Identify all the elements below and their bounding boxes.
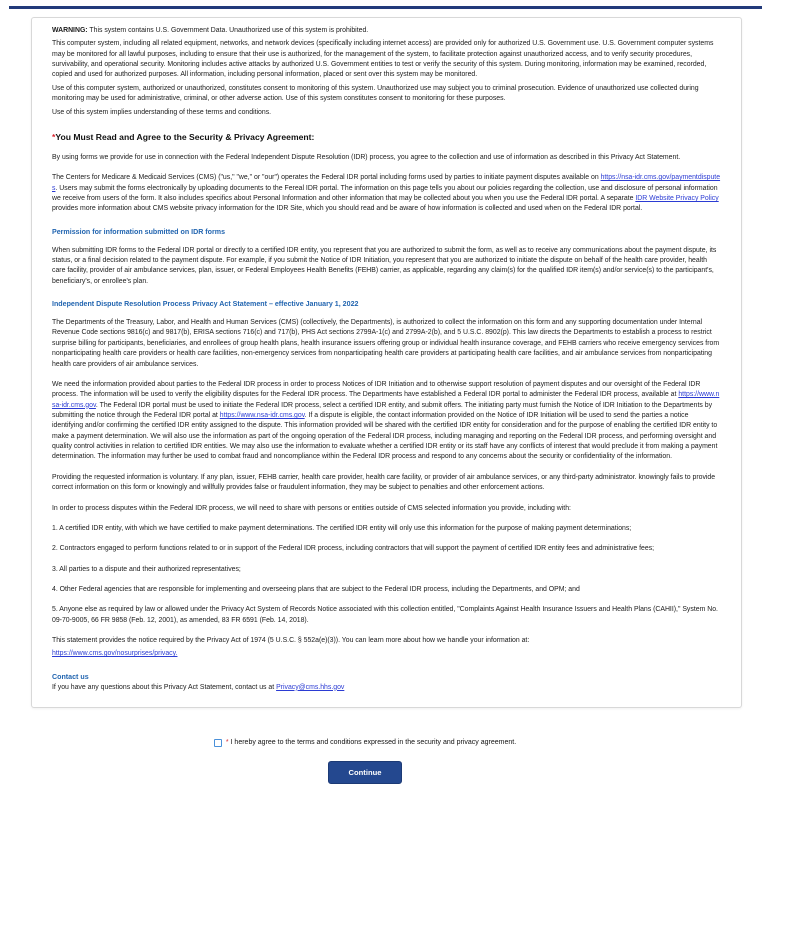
idr-website-privacy-policy-link[interactable]: IDR Website Privacy Policy: [635, 194, 719, 202]
privacy-notice-text: This statement provides the notice required by the Privacy Act of 1974 (5 U.S.C. § 552a(e)(3)). You can learn more about how we handle your information at:: [52, 637, 530, 645]
security-agreement-heading: [52, 132, 721, 142]
nsa-idr-portal-link-1[interactable]: https://www.nsa-idr.cms.gov: [52, 391, 720, 409]
warning-title-line: [52, 26, 721, 36]
required-asterisk: *: [225, 739, 229, 747]
warning-paragraph-2: Use of this computer system, authorized or unauthorized, constitutes consent to monitoring of this system. Unauthorized use may subject you to criminal prosecution. Evidence of unauthorized use collected during monitoring may be used for administrative, criminal, or other adverse action. Use of this system constitutes consent to monitoring for these purposes.: [52, 84, 699, 103]
privacy-act-paragraph-4: In order to process disputes within the Federal IDR process, we will need to share with persons or entities outside of CMS selected information you provide, including with:: [52, 504, 571, 512]
agree-label: [226, 738, 516, 748]
privacy-notice-link-line: [52, 649, 721, 659]
text-segment: . If a dispute is eligible, the contact information provided on the Notice of IDR Initiation will be used to send the parties a notice identifying and/or confirming the certified IDR entity assigned to the dispute. This information provided will be shared with the certified IDR entity for consideration and for the purpose of enabling the certified IDR entity to make a payment determination. We will also use the information as part of the ongoing operation of the Federal IDR process, including managing and reporting on the Federal IDR process, and performing oversight and quality control activities in relation to certified IDR entities. We may also use the information to evaluate whether a certified IDR entity or its staff have any conflicts of interest that would preclude it from making a payment determination. The information may further be used to combat fraud and noncompliance within the Federal IDR process and respond to any concerns about the security or confidentiality of the information.: [52, 411, 718, 461]
text-segment: The Centers for Medicare & Medicaid Services (CMS) ("us," "we," or "our") operates the Federal IDR portal including forms used by parties to initiate payment disputes available on: [52, 174, 601, 182]
agreement-checkbox-row: [0, 738, 730, 748]
contact-paragraph: [52, 683, 721, 693]
cms-nosurprises-privacy-link[interactable]: https://www.cms.gov/nosurprises/privacy.: [52, 650, 178, 658]
section-heading-permission: Permission for information submitted on IDR forms: [52, 227, 226, 236]
continue-button[interactable]: Continue: [328, 761, 403, 784]
warning-paragraph-3: Use of this system implies understanding of these terms and conditions.: [52, 108, 272, 116]
text-segment: provides more information about CMS website privacy information for the IDR Site, which you should read and be aware of how information is collected and used when on the Federal IDR portal.: [52, 205, 643, 213]
warning-paragraph-1: This computer system, including all related equipment, networks, and network devices (specifically including internet access) are provided only for authorized U.S. Government use. U.S. Government computer systems may be monitored for all lawful purposes, including to ensure that their use is authorized, for the management of the system, to facilitate protection against unauthorized access, and to verify security procedures, survivability, and operational security. Monitoring includes active attacks by authorized U.S. Government entities to test or verify the security of this system. During monitoring, information may be examined, recorded, copied and used for authorized purposes. All information, including personal information, placed or sent over this system may be monitored.: [52, 40, 714, 79]
warning-intro-text: This system contains U.S. Government Data. Unauthorized use of this system is prohibited.: [87, 27, 369, 34]
text-segment: We need the information provided about parties to the Federal IDR process in order to process Notices of IDR Initiation and to otherwise support resolution of payment disputes and our oversight of the Federal IDR process. The information will be used to verify the eligibility disputes for the Federal IDR process. The Departments have established a Federal IDR portal to administer the Federal IDR process, available at: [52, 380, 701, 399]
text-segment: . Users may submit the forms electronically by uploading documents to the Fereal IDR portal. The information on this page tells you about our policies regarding the collection, use and disclosure of personal information we receive from users of the form. It also includes specifics about Personal Information and other information that may be collected about you when you use the Federal IDR portal. A separate: [52, 184, 718, 202]
sharing-item-3: 3. All parties to a dispute and their authorized representatives;: [52, 565, 241, 573]
privacy-act-paragraph-1: The Departments of the Treasury, Labor, and Health and Human Services (CMS) (collectively, the Departments), is authorized to collect the information on this form and any supporting documentation under Internal Revenue Code sections 9816(c) and 9817(b), ERISA sections 716(c) and 717(b), PHS Act sections 2799A-1(c) and 2799A-2(b), and 5 U.S.C. 8902(p). This law directs the Departments to establish a process to restrict surprise billing for participants, beneficiaries, and enrollees of group health plans, health insurance issuers offering group or individual health insurance coverage, and FEHB carriers who receive emergency services from nonparticipating health care providers or health care facilities, non-emergency services from nonparticipating health care providers at participating health care facilities, and air ambulance services from nonparticipating health care providers of air ambulance services.: [52, 319, 720, 368]
intro-paragraph-1: By using forms we provide for use in connection with the Federal Independent Dispute Resolution (IDR) process, you agree to the collection and use of information as described in this Privacy Act Statement.: [52, 153, 681, 161]
privacy-agreement-card: [31, 17, 742, 708]
warning-label: WARNING:: [52, 27, 88, 34]
permission-paragraph: When submitting IDR forms to the Federal IDR portal or directly to a certified IDR entity, you represent that you are authorized to submit the form, as well as to receive any communications about the payment dispute, its status, or a final decision related to the payment dispute. For example, if you submit the Notice of IDR Initiation, you represent that you are authorized to initiate the dispute on behalf of the health care provider, health care facility, provider of air ambulance services, plan, issuer, or Federal Employees Health Benefits (FEHB) carrier, as applicable, regarding any claim(s) for the qualified IDR item(s) and/or service(s) to the participant's, beneficiary's, or enrollee's plan.: [52, 246, 717, 285]
contact-heading: Contact us: [52, 672, 89, 681]
text-segment: . The Federal IDR portal must be used to initiate the Federal IDR process, select a certified IDR entity, and submit offers. The initiating party must furnish the Notice of IDR Initiation to the Departments by submitting the notice through the Federal IDR portal at: [52, 401, 713, 419]
top-rule: [9, 6, 762, 9]
privacy-act-paragraph-3: Providing the requested information is voluntary. If any plan, issuer, FEHB carrier, health care provider, health care facility, or provider of air ambulance services, or any third-party administrator. knowingly fails to provide correct information on this form or knowingly and willfully provides false or fraudulent information, they may be subject to penalties and other enforcement actions.: [52, 473, 716, 492]
security-agreement-heading-text: You Must Read and Agree to the Security & Privacy Agreement:: [55, 131, 315, 142]
sharing-item-5: 5. Anyone else as required by law or allowed under the Privacy Act System of Records Notice associated with this collection entitled, "Complaints Against Health Insurance Issuers and Health Plans (CAHII)," System No. 09-70-9005, 66 FR 9858 (Feb. 12, 2001), as amended, 83 FR 6591 (Feb. 14, 2018).: [52, 606, 718, 624]
nsa-idr-portal-link-2[interactable]: https://www.nsa-idr.cms.gov: [219, 411, 305, 419]
sharing-item-1: 1. A certified IDR entity, with which we have certified to make payment determinations. The certified IDR entity will only use this information for the purpose of making payment determinations;: [52, 524, 632, 532]
continue-button-row: [0, 761, 730, 784]
sharing-item-4: 4. Other Federal agencies that are responsible for implementing and overseeing plans that are subject to the Federal IDR process, including the Departments, and OPM; and: [52, 585, 580, 593]
privacy-email-link[interactable]: Privacy@cms.hhs.gov: [276, 683, 345, 691]
required-asterisk: *: [52, 131, 56, 142]
agree-label-text: I hereby agree to the terms and conditions expressed in the security and privacy agreement.: [228, 739, 517, 747]
intro-paragraph-2: [52, 173, 721, 214]
text-segment: If you have any questions about this Privacy Act Statement, contact us at: [52, 683, 277, 691]
sharing-item-2: 2. Contractors engaged to perform functions related to or in support of the Federal IDR process, including contractors that will support the payment of certified IDR entity fees and administrative fees;: [52, 545, 655, 553]
agree-checkbox[interactable]: [214, 739, 222, 747]
section-heading-privacy-act-statement: Independent Dispute Resolution Process Privacy Act Statement – effective January 1, 2022: [52, 300, 359, 309]
privacy-act-paragraph-2: [52, 380, 721, 463]
payment-disputes-link[interactable]: https://nsa-idr.cms.gov/paymentdisputes: [52, 174, 721, 192]
